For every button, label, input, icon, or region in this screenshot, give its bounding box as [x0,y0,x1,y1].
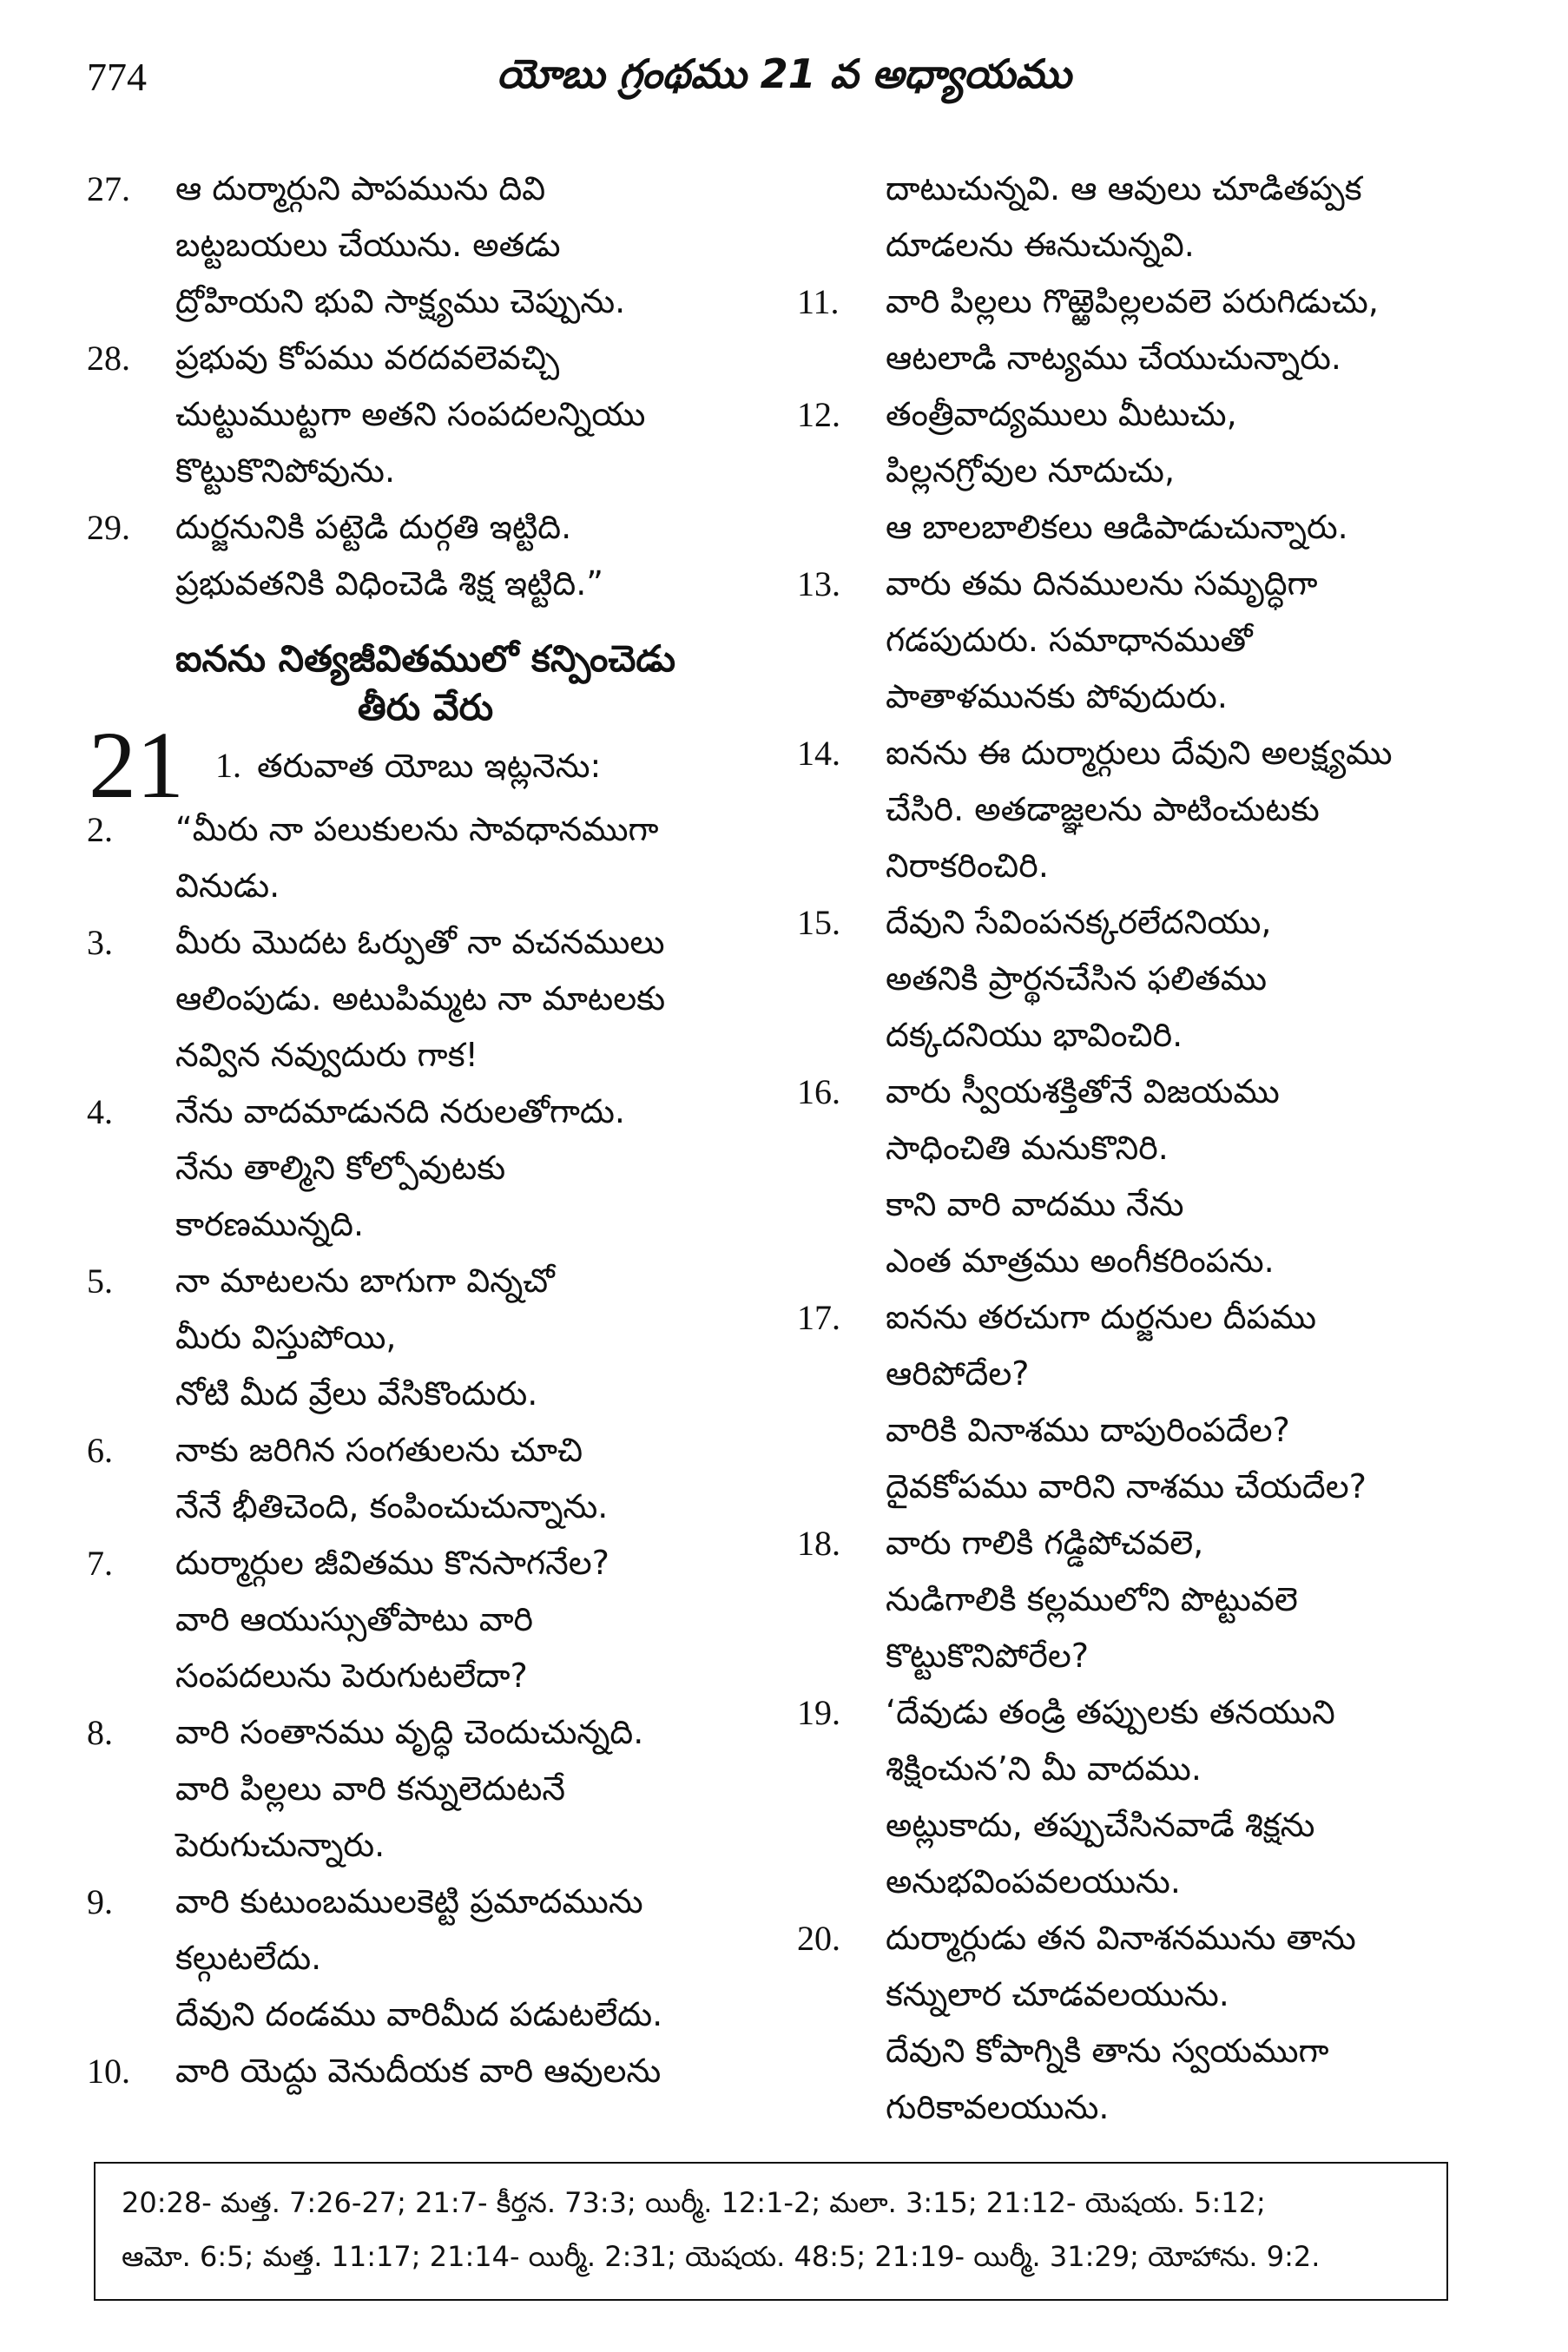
verse-line: మీరు విస్తుపోయి, [175,1318,397,1356]
verse-line: నుడిగాలికి కల్లములోని పొట్టువలె [886,1580,1298,1618]
verse [797,725,1474,894]
section-heading-line-2: తీరు వేరు [357,686,494,728]
verse-line: అతనికి ప్రార్థనచేసిన ఫలితము [886,959,1268,998]
verse-number: 9. [87,1882,113,1921]
verse-number: 27. [87,169,130,208]
verse-line: నేనే భీతిచెంది, కంపించుచున్నాను. [175,1487,609,1525]
verse [87,1535,764,1704]
verse [87,1253,764,1422]
verse-line: ఆలింపుడు. అటుపిమ్మట నా మాటలకు [175,979,666,1018]
verse-number: 7. [87,1544,113,1583]
verse [797,1289,1474,1515]
verse-line: ప్రభువతనికి విధించెడి శిక్ష ఇట్టిది.” [175,564,603,603]
section-heading [87,635,764,732]
verse-1 [215,737,601,794]
verse-line: నిరాకరించిరి. [886,847,1049,885]
verse-line: “మీరు నా పలుకులను సావధానముగా [175,810,659,848]
verse [797,273,1474,386]
verse-line: వారి ఆయుస్సుతోపాటు వారి [175,1600,534,1638]
right-column [797,161,1474,2136]
verse-line: వారికి వినాశము దాపురింపదేల? [886,1411,1290,1449]
chapter-start [87,712,764,818]
verse [87,1704,764,1874]
verse-text: తరువాత యోబు ఇట్లనెను: [257,747,602,785]
verse-line: వారి సంతానము వృద్ధి చెందుచున్నది. [175,1713,644,1751]
verse-number: 12. [797,395,840,434]
verse-line: నాకు జరిగిన సంగతులను చూచి [175,1431,583,1469]
verse-line: ఆటలాడి నాట్యము చేయుచున్నారు. [886,339,1341,377]
verse-number: 17. [797,1298,840,1337]
verse-continuation-line: దాటుచున్నవి. ఆ ఆవులు చూడితప్పక [886,169,1362,208]
verse-line: దక్కదనియు భావించిరి. [886,1016,1183,1054]
verse-line: ఎంత మాత్రము అంగీకరింపను. [886,1242,1275,1280]
verse-line: సాధించితి మనుకొనిరి. [886,1129,1169,1167]
verse-line: ఆరిపోదేల? [886,1354,1030,1393]
verse-line: కారణమున్నది. [175,1205,365,1243]
verse [797,386,1474,556]
verse-number: 13. [797,564,840,603]
verse-line: కల్గుటలేదు. [175,1939,322,1977]
verse-line: ‘దేవుడు తండ్రి తప్పులకు తనయుని [886,1693,1335,1731]
verse-line: నోటి మీద వ్రేలు వేసికొందురు. [175,1374,538,1413]
verse-line: పాతాళమునకు పోవుదురు. [886,677,1228,715]
verse-line: నవ్విన నవ్వుదురు గాక! [175,1036,478,1074]
verse-line: ప్రభువు కోపము వరదవలెవచ్చి [175,339,560,377]
chapter-number: 21 [89,712,184,818]
verse-line: నేను వాదమాడునది నరులతోగాదు. [175,1092,625,1130]
verse-number: 5. [87,1262,113,1301]
verse [87,1422,764,1535]
verse [87,1084,764,1253]
verse-line: పెరుగుచున్నారు. [175,1826,385,1864]
verse [87,2043,764,2099]
verse-line: దేవుని దండము వారిమీద పడుటలేదు. [175,1995,663,2033]
verse-line: దుర్జనునికి పట్టెడి దుర్గతి ఇట్టిది. [175,508,572,546]
verse-line: దేవుని కోపాగ్నికి తాను స్వయముగా [886,2032,1329,2070]
verse-number: 4. [87,1092,113,1131]
verse-line: వినుడు. [175,866,280,905]
verse-line: కొట్టుకొనిపోవును. [175,451,396,490]
verse-line: పిల్లనగ్రోవుల నూదుచు, [886,451,1176,490]
verse-line: వారు గాలికి గడ్డిపోచవలె, [886,1524,1204,1562]
verse-line: శిక్షించున’ని మీ వాదము. [886,1749,1202,1788]
verse-number: 11. [797,282,840,321]
verse-line: ద్రోహియని భువి సాక్ష్యము చెప్పును. [175,282,626,320]
verse-line: వారి కుటుంబములకెట్టి ప్రమాదమును [175,1882,643,1920]
page-number: 774 [87,55,147,99]
verse [797,1684,1474,1910]
verse-line: చేసిరి. అతడాజ్ఞలను పాటించుటకు [886,790,1320,828]
verse-number: 1. [215,746,241,785]
verse-number: 6. [87,1431,113,1470]
cross-references-line-1: 20:28- మత్త. 7:26-27; 21:7- కీర్తన. 73:3; యిర్మీ. 12:1-2; మలా. 3:15; 21:12- యెషయ. 5:12; [122,2186,1266,2219]
verse-line: ఆ బాలబాలికలు ఆడిపాడుచున్నారు. [886,508,1348,546]
verse-line: బట్టబయలు చేయును. అతడు [175,226,561,264]
verse-line: నేను తాల్మిని కోల్పోవుటకు [175,1149,506,1187]
verse-line: దుర్మార్గుడు తన వినాశనమును తాను [886,1919,1356,1957]
running-head-title: యోబు గ్రంథము 21 వ అధ్యాయము [497,50,1071,97]
verse-line: వారి యెద్దు వెనుదీయక వారి ఆవులను [175,2052,662,2090]
left-column [87,161,764,2099]
verse-line: కాని వారి వాదము నేను [886,1185,1184,1223]
verse-line: వారి పిల్లలు వారి కన్నులెదుటనే [175,1769,566,1808]
verse-line: ఆ దుర్మార్గుని పాపమును దివి [175,169,546,208]
verse-number: 19. [797,1693,840,1732]
section-heading-line-1: ఐనను నిత్యజీవితములో కన్పించెడు [175,637,675,680]
verse-number: 10. [87,2052,130,2091]
verse-number: 3. [87,923,113,962]
verse-line: కొట్టుకొనిపోరేల? [886,1637,1090,1675]
verse-number: 28. [87,339,130,378]
verse [87,914,764,1084]
verse [797,894,1474,1064]
cross-references-line-2: ఆమో. 6:5; మత్త. 11:17; 21:14- యిర్మీ. 2:31; యెషయ. 48:5; 21:19- యిర్మీ. 31:29; యోహాను. 9:2. [122,2240,1321,2273]
verse [797,556,1474,725]
verse-line: గడపుదురు. సమాధానముతో [886,621,1253,659]
verse-number: 16. [797,1072,840,1111]
verse [797,1064,1474,1289]
verse-line: వారి పిల్లలు గొఱ్ఱెపిల్లలవలె పరుగిడుచు, [886,282,1379,320]
verse-line: ఐనను తరచుగా దుర్జనుల దీపము [886,1298,1316,1336]
verse [797,1910,1474,2136]
verse-number: 2. [87,810,113,849]
verse-number: 29. [87,508,130,547]
verse [87,161,764,330]
verse-line: మీరు మొదట ఓర్పుతో నా వచనములు [175,923,665,961]
verse-continuation-line: దూడలను ఈనుచున్నవి. [886,226,1195,264]
verse [797,1515,1474,1684]
verse-line: అనుభవింపవలయును. [886,1862,1181,1901]
verse [87,499,764,612]
verse-number: 20. [797,1919,840,1958]
verse-line: వారు తమ దినములను సమృద్ధిగా [886,564,1318,603]
verse-line: తంత్రీవాద్యములు మీటుచు, [886,395,1237,433]
verse [87,801,764,914]
verse-line: దైవకోపము వారిని నాశము చేయదేల? [886,1467,1367,1505]
verse-line: అట్లుకాదు, తప్పుచేసినవాడే శిక్షను [886,1806,1315,1844]
verse-line: దుర్మార్గుల జీవితము కొనసాగనేల? [175,1544,609,1582]
verse-line: నా మాటలను బాగుగా విన్నచో [175,1262,555,1300]
verse-line: సంపదలును పెరుగుటలేదా? [175,1657,528,1695]
cross-references-box [94,2162,1448,2301]
verse-line: గురికావలయును. [886,2088,1110,2126]
verse-number: 15. [797,903,840,942]
verse-line: చుట్టుముట్టగా అతని సంపదలన్నియు [175,395,646,433]
verse [87,1874,764,2043]
verse-line: వారు స్వీయశక్తితోనే విజయము [886,1072,1280,1110]
verse-number: 8. [87,1713,113,1752]
verse-line: ఐనను ఈ దుర్మార్గులు దేవుని అలక్ష్యము [886,734,1393,772]
verse [87,330,764,499]
verse-line: దేవుని సేవింపనక్కరలేదనియు, [886,903,1272,941]
verse-number: 18. [797,1524,840,1563]
verse-number: 14. [797,734,840,773]
verse-line: కన్నులార చూడవలయును. [886,1975,1229,2013]
